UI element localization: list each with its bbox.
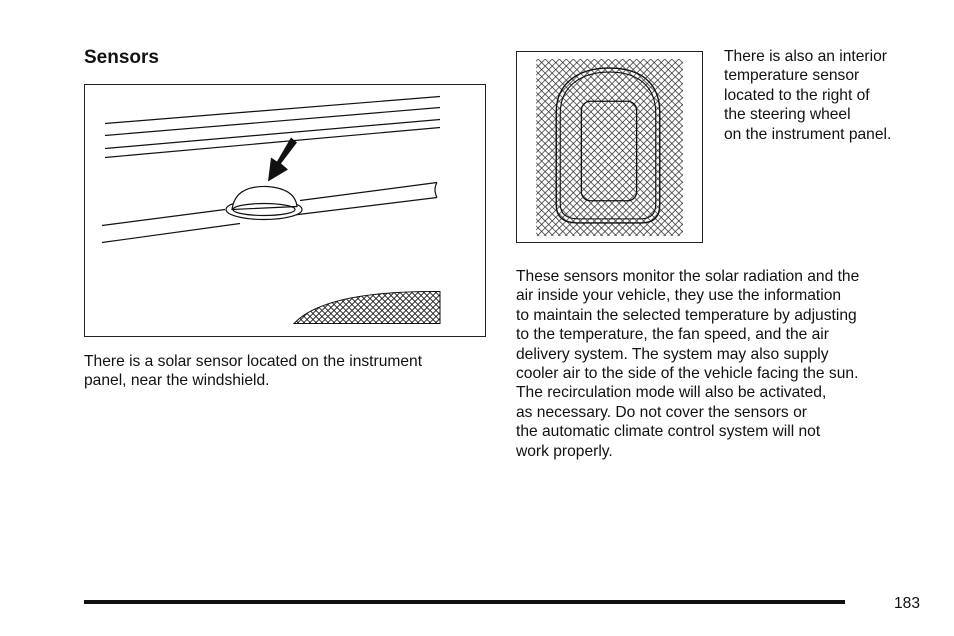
interior-sensor-paragraph: There is also an interior temperature sensor located to the right of the steering wheel on the instrument panel.: [724, 48, 892, 143]
section-title: Sensors: [84, 47, 159, 68]
arrow-pointer: [268, 138, 297, 182]
page-number: 183: [893, 595, 920, 612]
solar-sensor-illustration: [84, 84, 486, 337]
interior-sensor-illustration: [516, 51, 703, 243]
sensors-function-paragraph: These sensors monitor the solar radiation and the air inside your vehicle, they use the information to maintain the selected temperature by adjusting to the temperature, the fan speed, and the air delivery system. The system may also supply cooler air to the side of the vehicle facing the sun. The recirculation mode will also be activated, as necessary. Do not cover the sensors or the automatic climate control system will not work properly.: [516, 268, 860, 460]
hatched-vent: [294, 291, 440, 323]
hatched-panel: [536, 59, 683, 236]
footer-rule: [84, 600, 845, 604]
windshield-lines: [105, 97, 440, 158]
solar-sensor-dome: [226, 186, 302, 219]
solar-sensor-paragraph: There is a solar sensor located on the instrument panel, near the windshield.: [84, 353, 423, 390]
